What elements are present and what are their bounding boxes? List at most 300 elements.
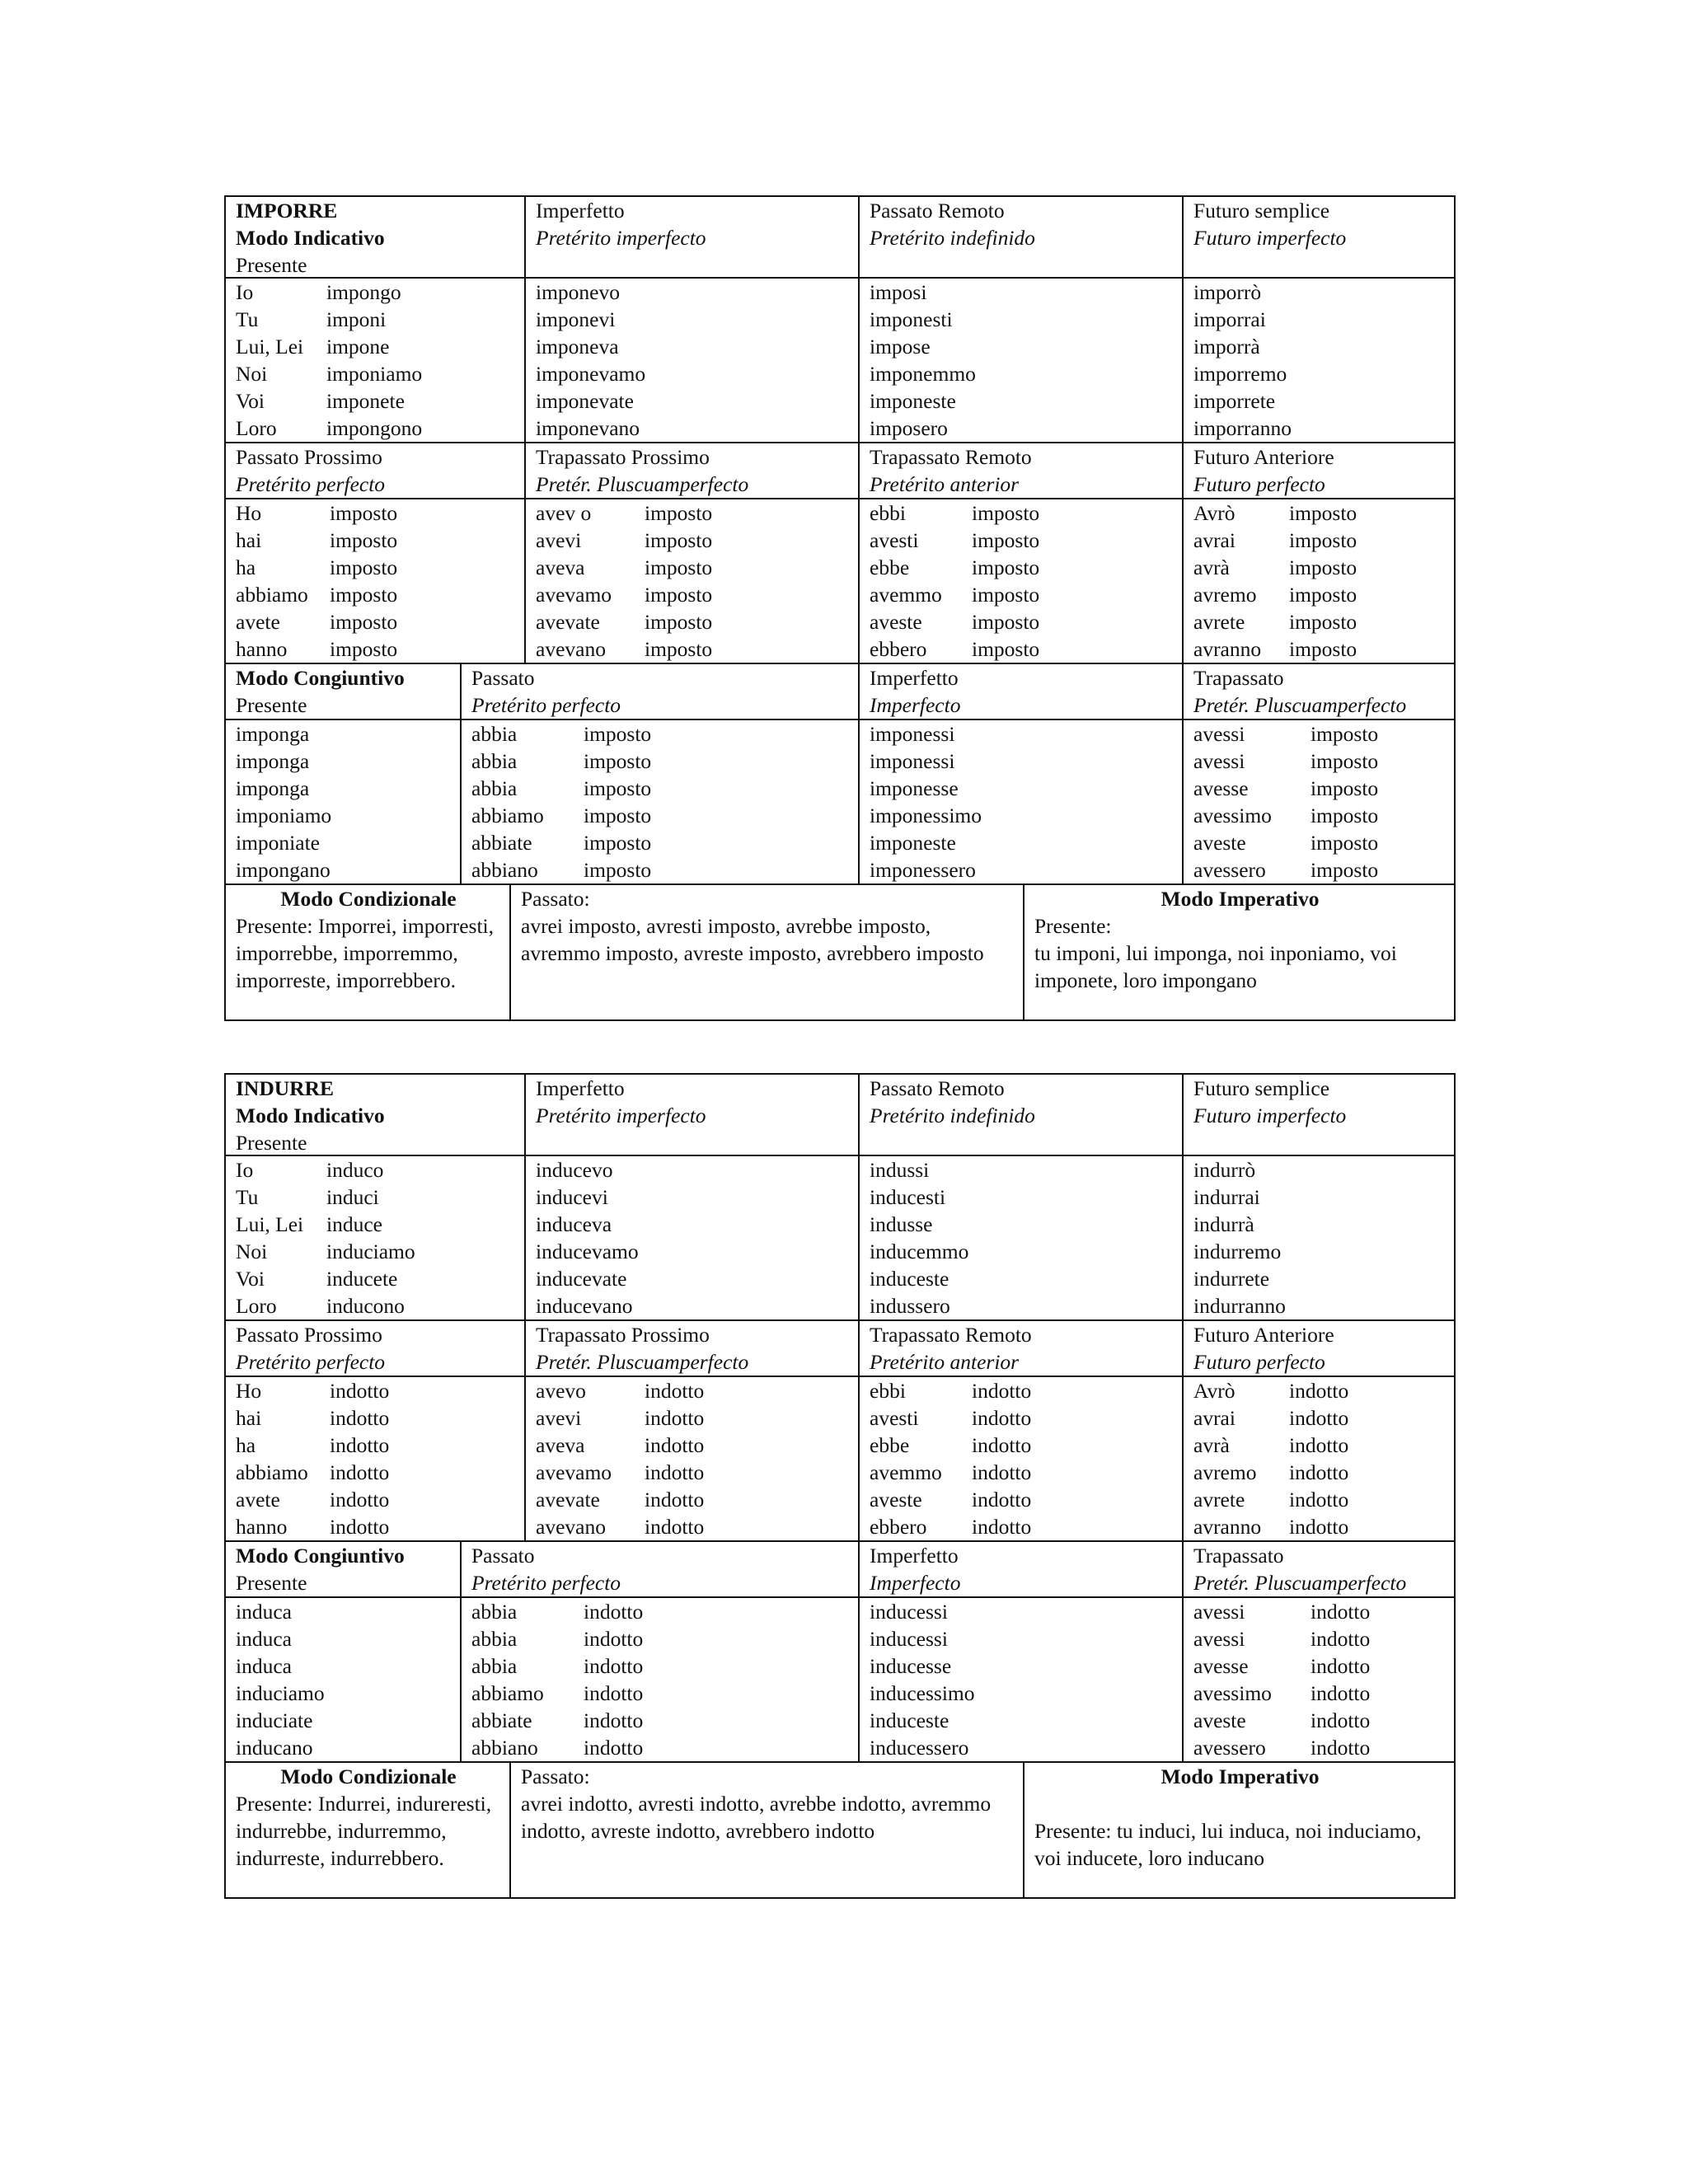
pronoun-or-auxiliary: hai [236, 1406, 262, 1430]
verb-form: indotto [645, 1406, 705, 1430]
pronoun-or-auxiliary: avessi [1193, 722, 1245, 746]
conjugation-line [236, 608, 516, 635]
verb-form: indotto [330, 1460, 390, 1484]
conjugation-line [236, 1265, 516, 1292]
verb-form: indurrò [1193, 1158, 1256, 1182]
verb-form: imposero [870, 416, 948, 440]
congiuntivo-imperfetto-header [858, 1542, 1182, 1596]
compound-header-row [226, 442, 1454, 498]
tense-name-it: Futuro semplice [1193, 1076, 1330, 1100]
verb-form: imposto [645, 555, 713, 579]
conjugation-line [471, 775, 850, 802]
verb-form: imposto [584, 722, 652, 746]
verb-form: indurremo [1193, 1240, 1282, 1263]
conjugation-line [1193, 775, 1446, 802]
verb-form: imposto [972, 528, 1040, 552]
verb-form: induciate [236, 1708, 313, 1732]
indicativo-header-row [226, 197, 1454, 277]
verb-form: imposto [1289, 583, 1357, 607]
mood-label-congiuntivo: Modo Congiuntivo [236, 1544, 405, 1568]
tense-name-es: Pretérito perfecto [236, 1350, 386, 1374]
congiuntivo-passato-forms [460, 720, 858, 883]
pronoun-or-auxiliary: avesti [870, 528, 919, 552]
presente-label: Presente [236, 1131, 307, 1155]
tense-name-es: Futuro imperfecto [1193, 1104, 1347, 1127]
tense-name-it: Trapassato Remoto [870, 1323, 1032, 1347]
trapassato-remoto-header [858, 443, 1182, 498]
conjugation-line [471, 1707, 850, 1734]
conjugation-line [536, 499, 850, 527]
passato-prossimo-header [226, 443, 524, 498]
conjugation-line [1193, 499, 1446, 527]
pronoun-or-auxiliary: avev o [536, 501, 592, 525]
pronoun-or-auxiliary: avesse [1193, 1654, 1249, 1678]
pronoun-or-auxiliary: avessi [1193, 1627, 1245, 1651]
conjugation-line [1193, 802, 1446, 829]
verb-form: inducessimo [870, 1681, 975, 1705]
conjugation-line [236, 499, 516, 527]
verb-form: imporrà [1193, 335, 1260, 359]
presente-forms [226, 1156, 524, 1319]
pronoun-or-auxiliary: avevano [536, 1515, 606, 1539]
conjugation-line [536, 608, 850, 635]
tense-name-it: Passato Prossimo [236, 445, 382, 469]
compound-forms-row [226, 498, 1454, 663]
verb-form: indotto [330, 1515, 390, 1539]
verb-form: indotto [584, 1708, 644, 1732]
pronoun-or-auxiliary: avessimo [1193, 1681, 1272, 1705]
pronoun-or-auxiliary: ha [236, 555, 256, 579]
conjugation-line [471, 1734, 850, 1761]
condizionale-passato-cell [509, 885, 1023, 1019]
futuro-anteriore-forms [1182, 1377, 1454, 1540]
verb-form: indotto [330, 1406, 390, 1430]
futuro-anteriore-forms [1182, 499, 1454, 663]
trapassato-remoto-header [858, 1321, 1182, 1376]
indicativo-simple-row [226, 1155, 1454, 1319]
conjugation-line [1193, 554, 1446, 581]
trapassato-prossimo-forms [524, 1377, 858, 1540]
verb-form: imposto [972, 583, 1040, 607]
verb-form: impongano [236, 858, 331, 882]
verb-form: imposto [972, 555, 1040, 579]
condizionale-presente-text: Presente: Imporrei, imporresti, imporrebbe, imporremmo, imporreste, imporrebbero. [236, 914, 494, 992]
congiuntivo-passato-header [460, 1542, 858, 1596]
conjugation-line [1193, 1652, 1446, 1680]
presente-label: Presente [236, 253, 307, 277]
congiuntivo-imperfetto-forms [858, 1598, 1182, 1761]
verb-form: imponiate [236, 831, 320, 855]
passato-prossimo-forms [226, 499, 524, 663]
conjugation-line [536, 1486, 850, 1513]
verb-form: imposto [972, 637, 1040, 661]
tense-name-es: Pretérito anterior [870, 1350, 1020, 1374]
pronoun-or-auxiliary: Avrò [1193, 501, 1236, 525]
pronoun-or-auxiliary: avremo [1193, 583, 1257, 607]
imperativo-presente-label: Presente: [1034, 914, 1112, 938]
condizionale-passato-label: Passato: [521, 887, 590, 911]
conjugation-line [471, 1625, 850, 1652]
tense-name-es: Imperfecto [870, 693, 961, 717]
conjugation-line [870, 635, 1174, 663]
verb-form: indotto [645, 1433, 705, 1457]
conjugation-line [236, 527, 516, 554]
conjugation-line [1193, 635, 1446, 663]
tense-name-es: Pretérito indefinido [870, 226, 1035, 250]
conjugation-line [471, 720, 850, 748]
passato-remoto-forms [858, 1156, 1182, 1319]
verb-form: imposto [645, 528, 713, 552]
tense-name-it: Passato [471, 1544, 535, 1568]
verb-form: imponevamo [536, 362, 646, 386]
verb-form: imponga [236, 776, 310, 800]
verb-form: impongono [326, 416, 423, 440]
conjugation-line [1193, 1707, 1446, 1734]
tense-name-it: Trapassato Remoto [870, 445, 1032, 469]
verb-form: indurrà [1193, 1212, 1254, 1236]
conjugation-line [236, 1211, 516, 1238]
verb-form: indotto [645, 1515, 705, 1539]
pronoun-or-auxiliary: abbia [471, 749, 518, 773]
conjugation-line [236, 635, 516, 663]
conjugation-line [236, 279, 516, 306]
verb-form: indotto [1311, 1627, 1371, 1651]
pronoun-or-auxiliary: avremo [1193, 1460, 1257, 1484]
verb-table-imporre [224, 195, 1456, 1021]
tense-name-es: Pretérito perfecto [471, 1571, 621, 1595]
tense-name-it: Passato Remoto [870, 199, 1005, 223]
imperativo-text: Presente: tu induci, lui induca, noi induciamo, voi inducete, loro inducano [1034, 1819, 1422, 1870]
mood-label-condizionale: Modo Condizionale [280, 1765, 457, 1788]
presente-forms [226, 279, 524, 442]
tense-name-it: Trapassato Prossimo [536, 445, 710, 469]
verb-form: indotto [584, 1654, 644, 1678]
conjugation-line [236, 1432, 516, 1459]
verb-form: indotto [1311, 1600, 1371, 1624]
verb-form: induciamo [236, 1681, 325, 1705]
pronoun-or-auxiliary: Noi [236, 1240, 268, 1263]
condizionale-presente-cell [226, 1763, 509, 1897]
verb-form: indotto [1289, 1433, 1349, 1457]
mood-label-indicativo: Modo Indicativo [236, 226, 385, 250]
verb-form: impongo [326, 280, 401, 304]
conjugation-line [536, 554, 850, 581]
presente-label: Presente [236, 693, 307, 717]
congiuntivo-header-row [226, 663, 1454, 719]
verb-title-cell [226, 1075, 524, 1155]
verb-form: indotto [972, 1460, 1032, 1484]
verb-form: inducesti [870, 1185, 946, 1209]
verb-form: induca [236, 1627, 292, 1651]
pronoun-or-auxiliary: aveste [1193, 1708, 1246, 1732]
conjugation-line [870, 581, 1174, 608]
verb-form: imposto [1289, 501, 1357, 525]
tense-name-es: Imperfecto [870, 1571, 961, 1595]
conjugation-line [870, 554, 1174, 581]
conjugation-line [236, 1156, 516, 1183]
verb-form: induceste [870, 1708, 950, 1732]
verb-form: indotto [330, 1379, 390, 1403]
verb-form: indotto [584, 1627, 644, 1651]
verb-form: indussi [870, 1158, 930, 1182]
conjugation-line [536, 1377, 850, 1404]
verb-form: inducessi [870, 1627, 948, 1651]
pronoun-or-auxiliary: avesse [1193, 776, 1249, 800]
conjugation-line [1193, 608, 1446, 635]
verb-title-cell [226, 197, 524, 277]
congiuntivo-trapassato-header [1182, 664, 1454, 719]
verb-form: imposto [1311, 749, 1379, 773]
verb-form: imponessi [870, 749, 955, 773]
condizionale-passato-text: avrei indotto, avresti indotto, avrebbe indotto, avremmo indotto, avreste indotto, avrebbero indotto [521, 1792, 992, 1843]
verb-form: imposto [645, 583, 713, 607]
pronoun-or-auxiliary: avessero [1193, 858, 1266, 882]
imperativo-text: tu imponi, lui imponga, noi inponiamo, voi imponete, loro impongano [1034, 941, 1397, 992]
pronoun-or-auxiliary: ebbe [870, 555, 910, 579]
conjugation-line [1193, 1377, 1446, 1404]
conjugation-line [870, 608, 1174, 635]
verb-form: induci [326, 1185, 379, 1209]
verb-form: imposto [1311, 858, 1379, 882]
verb-form: inducete [326, 1267, 398, 1291]
pronoun-or-auxiliary: avemmo [870, 1460, 942, 1484]
conjugation-line [536, 635, 850, 663]
pronoun-or-auxiliary: abbiano [471, 1736, 538, 1760]
verb-form: imporremo [1193, 362, 1287, 386]
verb-form: indotto [972, 1406, 1032, 1430]
tense-name-es: Pretérito indefinido [870, 1104, 1035, 1127]
conjugation-line [536, 1513, 850, 1540]
congiuntivo-passato-forms [460, 1598, 858, 1761]
pronoun-or-auxiliary: avranno [1193, 1515, 1262, 1539]
pronoun-or-auxiliary: abbia [471, 776, 518, 800]
conjugation-line [870, 1432, 1174, 1459]
pronoun-or-auxiliary: avrai [1193, 528, 1236, 552]
verb-form: indotto [1311, 1654, 1371, 1678]
verb-form: imposto [1311, 722, 1379, 746]
verb-form: indotto [1289, 1406, 1349, 1430]
tense-name-es: Futuro imperfecto [1193, 226, 1347, 250]
congiuntivo-presente-forms [226, 1598, 460, 1761]
verb-form: induciamo [326, 1240, 415, 1263]
verb-form: indussero [870, 1294, 950, 1318]
verb-form: imponemmo [870, 362, 976, 386]
verb-form: indotto [972, 1515, 1032, 1539]
pronoun-or-auxiliary: Io [236, 280, 254, 304]
conjugation-line [1193, 1734, 1446, 1761]
verb-form: imposto [645, 637, 713, 661]
tense-name-it: Passato Remoto [870, 1076, 1005, 1100]
passato-remoto-header [858, 1075, 1182, 1155]
conjugation-line [536, 1404, 850, 1432]
pronoun-or-auxiliary: avrete [1193, 610, 1245, 634]
pronoun-or-auxiliary: avemmo [870, 583, 942, 607]
conjugation-line [236, 581, 516, 608]
verb-form: imposto [584, 749, 652, 773]
verb-form: inducemmo [870, 1240, 969, 1263]
verb-form: indusse [870, 1212, 933, 1236]
conjugation-line [870, 527, 1174, 554]
condizionale-presente-cell [226, 885, 509, 1019]
verb-form: imposto [645, 610, 713, 634]
imperativo-cell [1023, 885, 1454, 1019]
verb-form: induca [236, 1600, 292, 1624]
verb-form: imposto [584, 831, 652, 855]
tense-name-it: Trapassato [1193, 1544, 1284, 1568]
verb-form: imposto [1289, 555, 1357, 579]
imperfetto-forms [524, 1156, 858, 1319]
verb-form: indotto [645, 1460, 705, 1484]
pronoun-or-auxiliary: abbiamo [471, 804, 544, 827]
verb-form: imponeva [536, 335, 619, 359]
verb-form: indotto [1289, 1488, 1349, 1511]
pronoun-or-auxiliary: Tu [236, 1185, 259, 1209]
pronoun-or-auxiliary: Tu [236, 307, 259, 331]
trapassato-prossimo-header [524, 1321, 858, 1376]
conjugation-line [870, 1486, 1174, 1513]
conjugation-line [471, 1598, 850, 1625]
tense-name-it: Passato [471, 666, 535, 690]
tense-name-it: Trapassato [1193, 666, 1284, 690]
verb-form: induceva [536, 1212, 612, 1236]
conjugation-line [536, 581, 850, 608]
verb-form: indotto [584, 1736, 644, 1760]
imperfetto-header [524, 1075, 858, 1155]
verb-form: imponevano [536, 416, 640, 440]
pronoun-or-auxiliary: ebbi [870, 1379, 906, 1403]
verb-form: indotto [584, 1600, 644, 1624]
pronoun-or-auxiliary: avevi [536, 1406, 582, 1430]
verb-form: imposto [584, 858, 652, 882]
congiuntivo-imperfetto-forms [858, 720, 1182, 883]
pronoun-or-auxiliary: avevate [536, 610, 600, 634]
pronoun-or-auxiliary: Voi [236, 1267, 265, 1291]
pronoun-or-auxiliary: avevamo [536, 583, 612, 607]
trapassato-remoto-forms [858, 499, 1182, 663]
pronoun-or-auxiliary: hai [236, 528, 262, 552]
verb-form: imponessimo [870, 804, 982, 827]
conjugation-line [236, 1513, 516, 1540]
tense-name-it: Imperfetto [536, 1076, 625, 1100]
verb-form: inducevi [536, 1185, 608, 1209]
verb-form: indotto [1311, 1708, 1371, 1732]
verb-form: imponevi [536, 307, 616, 331]
verb-form: imposto [1311, 804, 1379, 827]
verb-form: imponga [236, 722, 310, 746]
compound-forms-row [226, 1376, 1454, 1540]
conjugation-line [1193, 856, 1446, 883]
pronoun-or-auxiliary: abbiate [471, 1708, 532, 1732]
congiuntivo-trapassato-header [1182, 1542, 1454, 1596]
mood-label-condizionale: Modo Condizionale [280, 887, 457, 911]
tense-name-es: Pretér. Pluscuamperfecto [536, 472, 749, 496]
tense-name-es: Futuro perfecto [1193, 1350, 1325, 1374]
congiuntivo-passato-header [460, 664, 858, 719]
condizionale-passato-text: avrei imposto, avresti imposto, avrebbe imposto, avremmo imposto, avreste imposto, avrebbero imposto [521, 914, 984, 965]
pronoun-or-auxiliary: avessi [1193, 749, 1245, 773]
verb-form: imporrò [1193, 280, 1262, 304]
conjugation-line [471, 802, 850, 829]
pronoun-or-auxiliary: Avrò [1193, 1379, 1236, 1403]
pronoun-or-auxiliary: avrà [1193, 1433, 1230, 1457]
verb-form: imporrai [1193, 307, 1266, 331]
conjugation-line [236, 306, 516, 333]
mood-label-congiuntivo: Modo Congiuntivo [236, 666, 405, 690]
pronoun-or-auxiliary: abbia [471, 1600, 518, 1624]
indicativo-header-row [226, 1075, 1454, 1155]
verb-form: inducevate [536, 1267, 627, 1291]
futuro-semplice-forms [1182, 279, 1454, 442]
verb-form: imposto [584, 804, 652, 827]
verb-name: INDURRE [236, 1076, 335, 1100]
pronoun-or-auxiliary: abbiamo [471, 1681, 544, 1705]
tense-name-it: Imperfetto [870, 666, 959, 690]
verb-form: imposi [870, 280, 927, 304]
verb-form: induceste [870, 1267, 950, 1291]
verb-form: indotto [645, 1488, 705, 1511]
verb-form: imposto [1289, 610, 1357, 634]
congiuntivo-title-cell [226, 664, 460, 719]
verb-form: inducessero [870, 1736, 969, 1760]
condizionale-passato-cell [509, 1763, 1023, 1897]
verb-form: induca [236, 1654, 292, 1678]
verb-form: imposto [330, 637, 398, 661]
congiuntivo-presente-forms [226, 720, 460, 883]
tense-name-it: Futuro Anteriore [1193, 1323, 1334, 1347]
verb-form: impone [326, 335, 390, 359]
verb-form: imposto [330, 555, 398, 579]
conjugation-line [870, 1377, 1174, 1404]
conjugation-line [236, 333, 516, 360]
verb-form: imponeste [870, 831, 956, 855]
pronoun-or-auxiliary: avevo [536, 1379, 586, 1403]
pronoun-or-auxiliary: Lui, Lei [236, 1212, 304, 1236]
verb-form: imponessi [870, 722, 955, 746]
pronoun-or-auxiliary: Io [236, 1158, 254, 1182]
pronoun-or-auxiliary: avete [236, 1488, 280, 1511]
verb-form: imponga [236, 749, 310, 773]
conjugation-line [236, 415, 516, 442]
condizionale-imperativo-row [226, 883, 1454, 1019]
verb-form: indurrete [1193, 1267, 1270, 1291]
verb-form: imponeste [870, 389, 956, 413]
conjugation-line [870, 499, 1174, 527]
pronoun-or-auxiliary: aveste [1193, 831, 1246, 855]
conjugation-line [471, 1652, 850, 1680]
verb-form: indotto [645, 1379, 705, 1403]
mood-label-imperativo: Modo Imperativo [1160, 887, 1320, 911]
conjugation-line [236, 1292, 516, 1319]
tense-name-it: Imperfetto [536, 199, 625, 223]
pronoun-or-auxiliary: hanno [236, 637, 288, 661]
congiuntivo-header-row [226, 1540, 1454, 1596]
verb-name: IMPORRE [236, 199, 338, 223]
pronoun-or-auxiliary: avrete [1193, 1488, 1245, 1511]
verb-form: indurrai [1193, 1185, 1260, 1209]
conjugation-line [1193, 1486, 1446, 1513]
passato-remoto-forms [858, 279, 1182, 442]
pronoun-or-auxiliary: ebbero [870, 637, 927, 661]
conjugation-line [471, 856, 850, 883]
conjugation-line [1193, 1513, 1446, 1540]
pronoun-or-auxiliary: Lui, Lei [236, 335, 304, 359]
conjugation-line [1193, 748, 1446, 775]
pronoun-or-auxiliary: ebbe [870, 1433, 910, 1457]
trapassato-remoto-forms [858, 1377, 1182, 1540]
verb-form: imposto [330, 583, 398, 607]
conjugation-line [870, 1513, 1174, 1540]
pronoun-or-auxiliary: avete [236, 610, 280, 634]
